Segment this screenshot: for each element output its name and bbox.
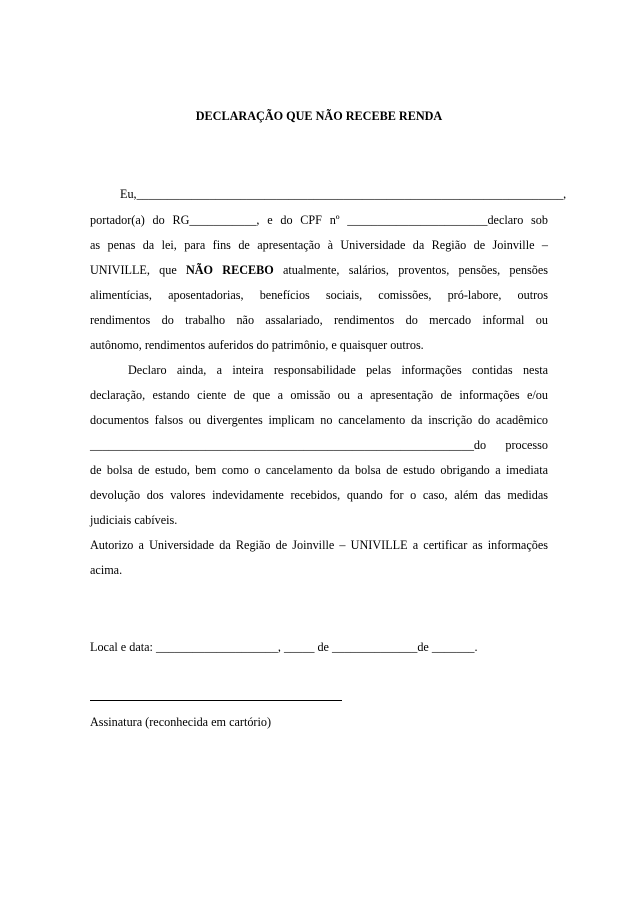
signature-label: Assinatura (reconhecida em cartório) <box>90 715 272 729</box>
document-title: DECLARAÇÃO QUE NÃO RECEBE RENDA <box>195 109 443 123</box>
paragraph1-line: rendimentos do trabalho não assalariado, rendimentos do mercado informal ou <box>90 313 548 327</box>
paragraph1-line: autônomo, rendimentos auferidos do patrimônio, e quaisquer outros. <box>90 338 424 352</box>
paragraph1-line: portador(a) do RG___________, e do CPF nº _______________________declaro sob <box>90 213 548 227</box>
paragraph2-line: de bolsa de estudo, bem como o cancelamento da bolsa de estudo obrigando a imediata <box>90 463 548 477</box>
paragraph3-line: acima. <box>90 563 123 577</box>
paragraph1-line: Eu,______________________________________________________________________, <box>120 187 567 201</box>
paragraph2-line: devolução dos valores indevidamente recebidos, quando for o caso, além das medidas <box>90 488 548 502</box>
paragraph2-line: _______________________________________________________________do processo <box>90 438 548 452</box>
text-before-bold: UNIVILLE, que <box>90 263 186 277</box>
paragraph3-line: Autorizo a Universidade da Região de Joinville – UNIVILLE a certificar as informações <box>90 538 548 552</box>
paragraph2-line: declaração, estando ciente de que a omissão ou a apresentação de informações e/ou <box>90 388 548 402</box>
local-date-line: Local e data: ____________________, _____ de ______________de _______. <box>90 640 478 654</box>
paragraph1-line: alimentícias, aposentadorias, benefícios sociais, comissões, pró-labore, outros <box>90 288 548 302</box>
text-after-bold: atualmente, salários, proventos, pensões, pensões <box>273 263 548 277</box>
paragraph1-line-bold <box>90 262 548 278</box>
paragraph2-line: documentos falsos ou divergentes implicam no cancelamento da inscrição do acadêmico <box>90 413 548 427</box>
signature-line <box>90 700 342 701</box>
paragraph2-line: judiciais cabíveis. <box>90 513 178 527</box>
bold-nao-recebo: NÃO RECEBO <box>185 263 274 277</box>
paragraph2-line: Declaro ainda, a inteira responsabilidade pelas informações contidas nesta <box>128 363 548 377</box>
paragraph1-line: as penas da lei, para fins de apresentação à Universidade da Região de Joinville – <box>90 238 548 252</box>
